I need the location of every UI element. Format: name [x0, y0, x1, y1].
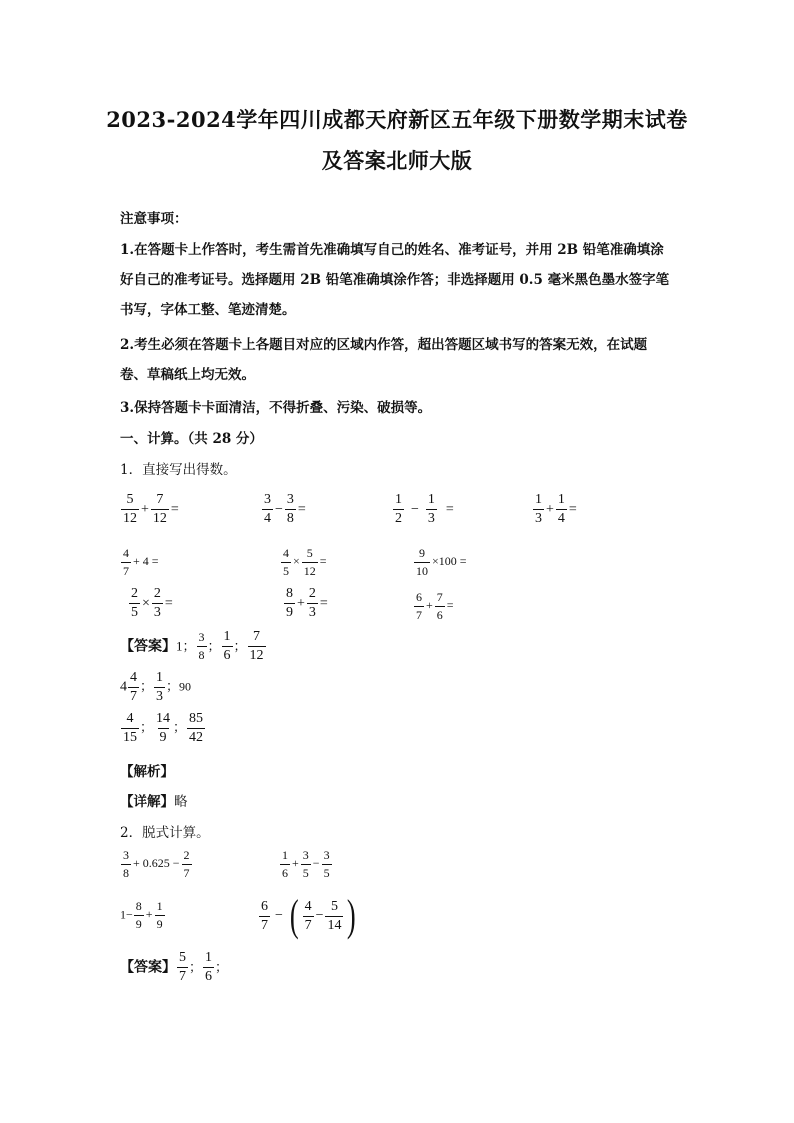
section1-heading: 一、计算。（共 28 分）: [120, 431, 263, 447]
notes-item3: 3.保持答题卡卡面清洁，不得折叠、污染、破损等。: [120, 400, 432, 416]
q1-expression-8: $\frac{2}{5}$ × $\frac{2}{3}$ =: [131, 586, 173, 620]
q1-answer-row3: $\frac{4}{15}$ ； $\frac{14}{9}$ ； $\frac{85}{42}$: [123, 711, 204, 745]
notes-heading: 注意事项：: [120, 211, 188, 227]
q1-expression-4: $\frac{1}{3}$ + $\frac{1}{4}$ =: [535, 492, 577, 526]
q2-expression-3: 1− $\frac{8}{9}$ + $\frac{1}{9}$: [120, 899, 163, 931]
q2-label: 2．脱式计算。: [120, 825, 210, 841]
q1-expression-1: $\frac{5}{12}$ + $\frac{7}{12}$ =: [123, 492, 179, 526]
q2-answer-row: 【答案】 $\frac{5}{7}$ ； $\frac{1}{6}$ ；: [120, 950, 229, 984]
q1-expression-7: $\frac{9}{10}$ ×100 =: [416, 546, 467, 578]
notes-item2-line1: 2.考生必须在答题卡上各题目对应的区域内作答，超出答题区域书写的答案无效，在试题: [120, 337, 648, 353]
q1-expression-9: $\frac{8}{9}$ + $\frac{2}{3}$ =: [286, 586, 328, 620]
detail-label: 【详解】: [120, 794, 174, 810]
q1-expression-10: $\frac{6}{7}$ + $\frac{7}{6}$ =: [416, 590, 454, 622]
detail-text: 略: [174, 794, 188, 810]
notes-item1-line1: 1.在答题卡上作答时，考生需首先准确填写自己的姓名、准考证号，并用 2B 铅笔准确填涂: [120, 242, 664, 258]
answer-label: 【答案】: [120, 638, 176, 655]
answer-label: 【答案】: [120, 959, 176, 976]
document-title-line2: 及答案北师大版: [321, 148, 473, 173]
analysis-label: 【解析】: [120, 764, 174, 780]
q1-expression-3: $\frac{1}{2}$ − $\frac{1}{3}$ =: [395, 492, 454, 526]
q1-expression-5: $\frac{4}{7}$ + 4 =: [123, 546, 159, 578]
q1-answer-row1: 【答案】1； $\frac{3}{8}$ ； $\frac{1}{6}$ ； $\frac{7}{12}$: [120, 629, 264, 663]
notes-item1-line2: 好自己的准考证号。选择题用 2B 铅笔准确填涂作答；非选择题用 0.5 毫米黑色墨水签字笔: [120, 272, 670, 288]
q1-expression-6: $\frac{4}{5}$ × $\frac{5}{12}$ =: [283, 546, 327, 578]
q2-expression-4: $\frac{6}{7}$ − ( $\frac{4}{7}$ − $\frac{5}{14}$ ): [261, 891, 357, 940]
q2-expression-2: $\frac{1}{6}$ + $\frac{3}{5}$ − $\frac{3}{5}$: [282, 848, 330, 880]
detail-row: [120, 790, 188, 810]
document-title-line1: 2023-2024学年四川成都天府新区五年级下册数学期末试卷: [106, 107, 688, 132]
q1-answer-row2: 4 $\frac{4}{7}$ ； $\frac{1}{3}$ ；90: [120, 670, 192, 704]
notes-item2-line2: 卷、草稿纸上均无效。: [120, 367, 255, 383]
q2-expression-1: $\frac{3}{8}$ + 0.625 − $\frac{2}{7}$: [123, 848, 190, 880]
notes-item1-line3: 书写，字体工整、笔迹清楚。: [120, 302, 296, 318]
q1-expression-2: $\frac{3}{4}$ − $\frac{3}{8}$ =: [264, 492, 306, 526]
q1-label: 1．直接写出得数。: [120, 462, 237, 478]
